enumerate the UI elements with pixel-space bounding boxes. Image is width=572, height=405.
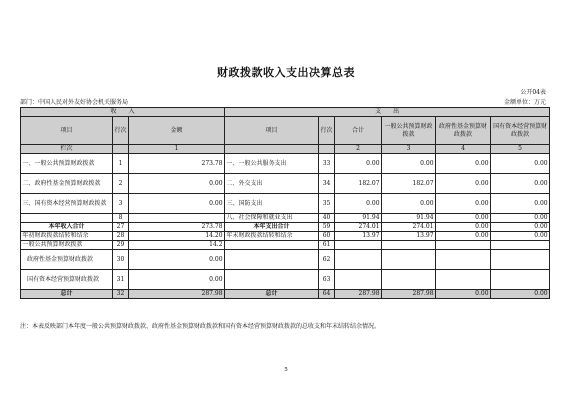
expense-fund [436, 270, 491, 290]
income-row-no: 3 [113, 194, 129, 214]
income-amount: 0.00 [129, 194, 225, 214]
col-item-expense: 项目 [225, 117, 319, 145]
expense-total: 0.00 [335, 194, 382, 214]
table-row [21, 194, 550, 214]
table-row [21, 250, 550, 270]
income-item: 年初财政拨款结转和结余 [21, 232, 113, 241]
col-state-capital: 国有资本经营预算财政拨款 [491, 117, 550, 145]
expense-fund: 0.00 [436, 232, 491, 241]
report-meta [20, 97, 546, 106]
expense-general: 182.07 [382, 174, 436, 194]
expense-general: 287.98 [382, 290, 436, 299]
expense-fund: 0.00 [436, 174, 491, 194]
income-item [21, 214, 113, 223]
col-number-2: 2 [335, 145, 382, 154]
col-number-3: 3 [382, 145, 436, 154]
page-number: 5 [284, 367, 288, 373]
income-row-no: 2 [113, 174, 129, 194]
income-amount: 0.00 [129, 270, 225, 290]
col-item-income: 项目 [21, 117, 113, 145]
expense-total: 182.07 [335, 174, 382, 194]
col-general-budget: 一般公共预算财政拨款 [382, 117, 436, 145]
expense-state [491, 241, 550, 250]
expense-row-no: 62 [319, 250, 335, 270]
header-band-row [21, 108, 550, 117]
income-header: 收 入 [21, 108, 225, 117]
budget-table [20, 107, 550, 299]
expense-state: 0.00 [491, 223, 550, 232]
income-row-no: 1 [113, 154, 129, 174]
table-row [21, 214, 550, 223]
expense-total: 91.94 [335, 214, 382, 223]
expense-fund: 0.00 [436, 214, 491, 223]
income-item: 政府性基金预算财政拨款 [21, 250, 113, 270]
col-amount: 金额 [129, 117, 225, 145]
expense-row-no: 63 [319, 270, 335, 290]
income-row-no: 27 [113, 223, 129, 232]
table-row [21, 223, 550, 232]
expense-general: 91.94 [382, 214, 436, 223]
row-label-income: 栏次 [21, 145, 113, 154]
income-row-no: 29 [113, 241, 129, 250]
income-amount: 0.00 [129, 250, 225, 270]
expense-row-no: 64 [319, 290, 335, 299]
blank-cell [225, 145, 319, 154]
income-amount: 273.78 [129, 154, 225, 174]
income-amount [129, 214, 225, 223]
expense-fund: 0.00 [436, 223, 491, 232]
expense-state: 0.00 [491, 154, 550, 174]
expense-fund: 0.00 [436, 154, 491, 174]
col-number-1: 1 [129, 145, 225, 154]
income-row-no: 30 [113, 250, 129, 270]
expense-total [335, 241, 382, 250]
expense-general: 0.00 [382, 194, 436, 214]
expense-fund [436, 250, 491, 270]
column-header-row [21, 117, 550, 145]
expense-item [225, 250, 319, 270]
expense-item: 一、一般公共服务支出 [225, 154, 319, 174]
expense-general: 274.01 [382, 223, 436, 232]
income-item: 国有资本经营预算财政拨款 [21, 270, 113, 290]
grand-total-row [21, 290, 550, 299]
expense-header: 支 出 [225, 108, 550, 117]
expense-general: 0.00 [382, 154, 436, 174]
expense-total: 274.01 [335, 223, 382, 232]
expense-row-no: 33 [319, 154, 335, 174]
income-row-no: 8 [113, 214, 129, 223]
unit-label: 金额单位：万元 [503, 99, 546, 106]
expense-row-no: 35 [319, 194, 335, 214]
expense-row-no: 59 [319, 223, 335, 232]
income-amount: 287.98 [129, 290, 225, 299]
expense-general [382, 270, 436, 290]
income-row-no: 28 [113, 232, 129, 241]
expense-total: 0.00 [335, 154, 382, 174]
expense-item: 三、国防支出 [225, 194, 319, 214]
expense-row-no: 34 [319, 174, 335, 194]
expense-total [335, 250, 382, 270]
department-label: 部门：中国人民对外友好协会机关服务局 [20, 99, 129, 106]
expense-state [491, 250, 550, 270]
col-number-5: 5 [491, 145, 550, 154]
income-amount: 273.78 [129, 223, 225, 232]
income-grand-total-label: 总计 [21, 290, 113, 299]
expense-year-total-label: 本年支出合计 [225, 223, 319, 232]
income-item: 二、政府性基金预算财政拨款 [21, 174, 113, 194]
col-row-income: 行次 [113, 117, 129, 145]
expense-item [225, 241, 319, 250]
report-title: 财政拨款收入支出决算总表 [217, 66, 355, 79]
expense-item: 二、外交支出 [225, 174, 319, 194]
expense-state: 0.00 [491, 214, 550, 223]
expense-item [225, 270, 319, 290]
income-year-total-label: 本年收入合计 [21, 223, 113, 232]
income-amount: 14.2 [129, 241, 225, 250]
table-row [21, 270, 550, 290]
expense-state: 0.00 [491, 194, 550, 214]
expense-row-no: 61 [319, 241, 335, 250]
expense-total: 13.97 [335, 232, 382, 241]
income-row-no: 31 [113, 270, 129, 290]
expense-total: 287.98 [335, 290, 382, 299]
expense-row-no: 40 [319, 214, 335, 223]
table-note: 注：本表反映部门本年度一般公共预算财政拨款、政府性基金预算财政拨款和国有资本经营预算财政拨款的总收支和年末结转结余情况。 [20, 323, 381, 330]
income-row-no: 32 [113, 290, 129, 299]
expense-fund: 0.00 [436, 290, 491, 299]
table-row [21, 241, 550, 250]
expense-state [491, 270, 550, 290]
expense-general [382, 250, 436, 270]
expense-state: 0.00 [491, 174, 550, 194]
table-row [21, 232, 550, 241]
expense-total [335, 270, 382, 290]
expense-row-no: 60 [319, 232, 335, 241]
col-row-expense: 行次 [319, 117, 335, 145]
expense-item: 八、社会保障和就业支出 [225, 214, 319, 223]
col-total: 合计 [335, 117, 382, 145]
expense-state: 0.00 [491, 232, 550, 241]
col-fund-budget: 政府性基金预算财政拨款 [436, 117, 491, 145]
table-row [21, 174, 550, 194]
expense-general: 13.97 [382, 232, 436, 241]
table-row [21, 154, 550, 174]
expense-fund [436, 241, 491, 250]
expense-general [382, 241, 436, 250]
blank-cell [113, 145, 129, 154]
income-amount: 14.20 [129, 232, 225, 241]
expense-state: 0.00 [491, 290, 550, 299]
expense-item: 年末财政拨款结转和结余 [225, 232, 319, 241]
income-item: 三、国有资本经营预算财政拨款 [21, 194, 113, 214]
income-amount: 0.00 [129, 174, 225, 194]
col-number-4: 4 [436, 145, 491, 154]
expense-fund: 0.00 [436, 194, 491, 214]
column-number-row [21, 145, 550, 154]
income-item: 一、一般公共预算财政拨款 [21, 154, 113, 174]
form-number: 公开04表 [520, 89, 546, 96]
expense-grand-total-label: 总计 [225, 290, 319, 299]
blank-cell [319, 145, 335, 154]
income-item: 一般公共预算财政拨款 [21, 241, 113, 250]
